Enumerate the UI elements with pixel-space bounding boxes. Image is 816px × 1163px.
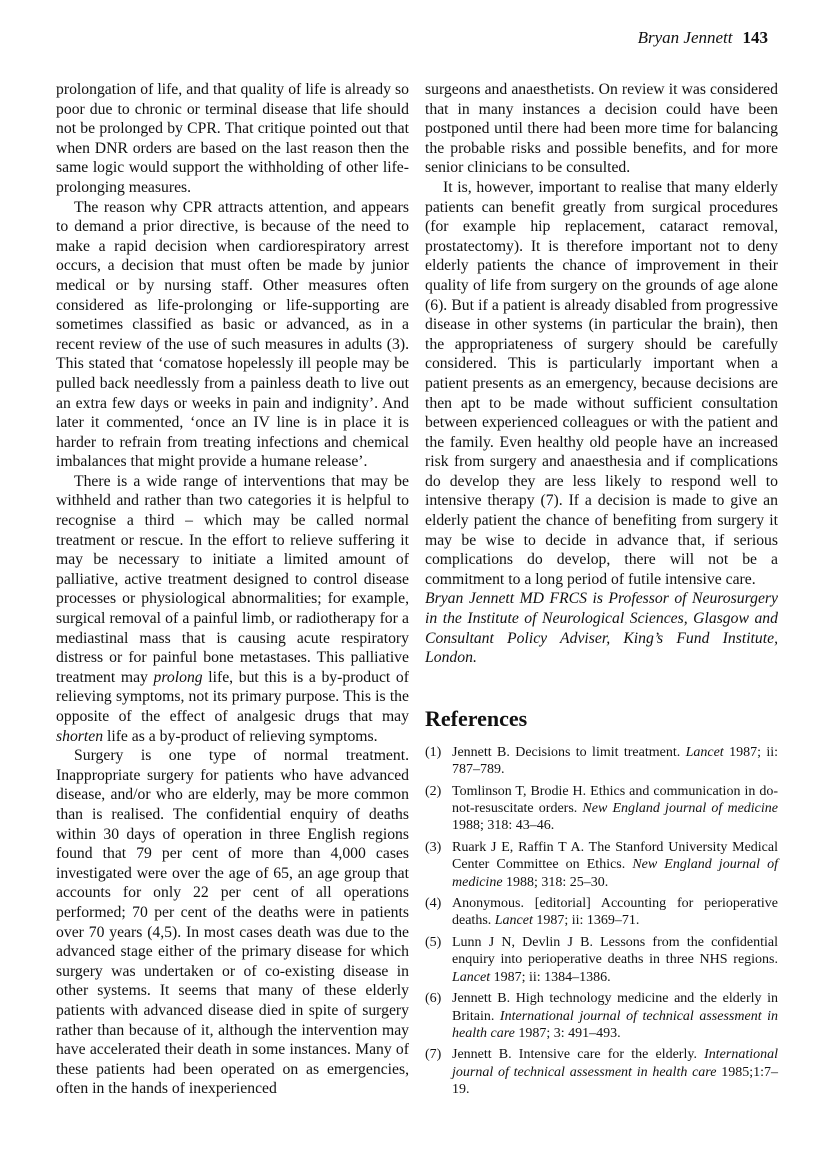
reference-number: (1) — [425, 744, 442, 760]
reference-item — [425, 744, 778, 779]
reference-number: (2) — [425, 783, 442, 799]
reference-citation: 1987; ii: 1384–1386. — [490, 969, 611, 985]
author-bio: Bryan Jennett MD FRCS is Professor of Neurosurgery in the Institute of Neurological Sciences, Glasgow and Consultant Policy Adviser, King’s Fund Institute, London. — [425, 590, 778, 667]
reference-text — [452, 839, 778, 891]
reference-number: (4) — [425, 896, 442, 912]
reference-journal: Lancet — [494, 913, 533, 929]
reference-journal: New England journal of medicine — [582, 801, 778, 817]
reference-authors-title: Ruark J E, Raffin T A. The Stanford University Medical Center Committee on Ethics. — [452, 839, 778, 873]
right-column — [425, 80, 778, 1103]
text-run: life, but this is a by-product of relieving symptoms, not its primary purpose. This is the opposite of the effect of analgesic drugs that may — [56, 668, 409, 725]
text-run: There is a wide range of interventions that may be withheld and rather than two categories it is helpful to recognise a third – which may be called normal treatment or rescue. In the effort to relieve suffering it may be necessary to initiate a limited amount of palliative, active treatment designed to control disease processes or physiological abnormalities; for example, surgical removal of a painful limb, or radiotherapy for a mediastinal mass that is causing acute respiratory distress or for painful bone metastases. This palliative treatment may — [56, 472, 409, 686]
reference-authors-title: Tomlinson T, Brodie H. Ethics and communication in do-not-resuscitate orders. — [452, 783, 778, 817]
reference-number: (5) — [425, 934, 442, 950]
page-number: 143 — [742, 28, 768, 47]
reference-text — [452, 744, 778, 779]
reference-journal: International journal of technical assessment in health care — [452, 1047, 778, 1080]
reference-citation: 1988; 318: 43–46. — [452, 818, 555, 834]
reference-text — [452, 783, 778, 835]
paragraph: It is, however, important to realise that many elderly patients can benefit greatly from surgical procedures (for example hip replacement, cataract removal, prostatectomy). It is therefore important not to deny elderly patients the chance of improvement in their quality of life from surgery on the grounds of age alone (6). But if a patient is already disabled from progressive disease in other systems (in particular the brain), then the appropriateness of surgery should be carefully considered. This is particularly important when a patient presents as an emergency, because decisions are then apt to be made without sufficient consultation between experienced colleagues or with the patient and the family. Even healthy old people have an increased risk from surgery and anaesthesia and if complications do develop they are less likely to respond well to intensive therapy (7). If a decision is made to give an elderly patient the chance of benefiting from surgery it may be wise to decide in advance that, if serious complications do develop, there will not be a commitment to a long period of futile intensive care. — [425, 178, 778, 588]
paragraph: Surgery is one type of normal treatment. Inappropriate surgery for patients who have advanced disease, and/or who are elderly, may be more common than is realised. The confidential enquiry of deaths within 30 days of operation in three English regions found that 79 per cent of more than 4,000 cases investigated were over the age of 65, an age group that accounts for only 22 per cent of all operations performed; 70 per cent of the deaths were in patients over 70 years (4,5). In most cases death was due to the advanced stage either of the primary disease for which surgery was undertaken or of co-existing disease in other systems. It seems that many of these elderly patients with advanced disease died in spite of surgery rather than because of it, although the intervention may have accelerated their death in some instances. Many of these patients had been operated on as emergencies, often in the hands of inexperienced — [56, 747, 409, 1098]
reference-journal: International journal of technical assessment in health care — [452, 1008, 778, 1041]
reference-item — [425, 895, 778, 930]
references-heading: References — [425, 705, 528, 731]
reference-authors-title: Anonymous. [editorial] Accounting for perioperative deaths. — [452, 896, 778, 929]
reference-authors-title: Jennett B. High technology medicine and the elderly in Britain. — [452, 991, 778, 1024]
reference-citation: 1987; ii: 787–789. — [452, 744, 778, 778]
running-head-author: Bryan Jennett — [637, 28, 733, 47]
reference-item — [425, 934, 778, 986]
reference-number: (7) — [425, 1047, 442, 1063]
paragraph: The reason why CPR attracts attention, and appears to demand a prior directive, is because of the need to make a rapid decision when cardiorespiratory arrest occurs, a decision that must often be made by junior medical or by nursing staff. Other measures often considered as life-prolonging or life-supporting are sometimes classified as basic or advanced, as in a recent review of the use of such measures in adults (3). This stated that ‘comatose hopelessly ill people may be pulled back needlessly from a painless death to live out an extra few days or weeks in pain and indignity’. And later it commented, ‘once an IV line is in place it is harder to refrain from treating infections and chemical imbalances that might provide a humane release’. — [56, 198, 409, 471]
reference-text — [452, 1046, 778, 1098]
reference-text — [452, 895, 778, 930]
paragraph: surgeons and anaesthetists. On review it was considered that in many instances a decision could have been postponed until there had been more time for balancing the probable risks and possible benefits, and for more senior clinicians to be consulted. — [425, 81, 778, 177]
reference-citation: 1987; 3: 491–493. — [514, 1025, 621, 1041]
reference-number: (6) — [425, 991, 442, 1007]
reference-item — [425, 990, 778, 1042]
reference-journal: New England journal of medicine — [452, 857, 778, 890]
paragraph: prolongation of life, and that quality of life is already so poor due to chronic or terminal disease that life should not be prolonged by CPR. That critique pointed out that when DNR orders are based on the last reason then the same logic would support the withholding of other life-prolonging measures. — [56, 81, 409, 196]
reference-citation: 1985;1:7–19. — [452, 1064, 779, 1098]
references-list — [425, 744, 778, 1099]
left-column — [56, 80, 409, 1099]
reference-authors-title: Lunn J N, Devlin J B. Lessons from the confidential enquiry into perioperative deaths in three NHS regions. — [452, 934, 778, 968]
reference-number: (3) — [425, 839, 442, 855]
emphasis-shorten: shorten — [56, 727, 104, 745]
emphasis-prolong: prolong — [153, 668, 203, 686]
paragraph — [56, 472, 409, 746]
running-head — [638, 28, 768, 48]
reference-text — [452, 990, 778, 1042]
reference-item — [425, 1046, 778, 1098]
reference-journal: Lancet — [685, 744, 724, 760]
reference-text — [452, 934, 778, 986]
reference-item — [425, 783, 778, 835]
reference-authors-title: Jennett B. Decisions to limit treatment. — [452, 744, 686, 760]
reference-journal: Lancet — [452, 969, 491, 985]
reference-item — [425, 839, 778, 891]
reference-citation: 1987; ii: 1369–71. — [532, 913, 640, 929]
text-run: life as a by-product of relieving symptoms. — [103, 727, 378, 745]
reference-authors-title: Jennett B. Intensive care for the elderly. — [452, 1047, 705, 1063]
reference-citation: 1988; 318: 25–30. — [502, 874, 609, 890]
